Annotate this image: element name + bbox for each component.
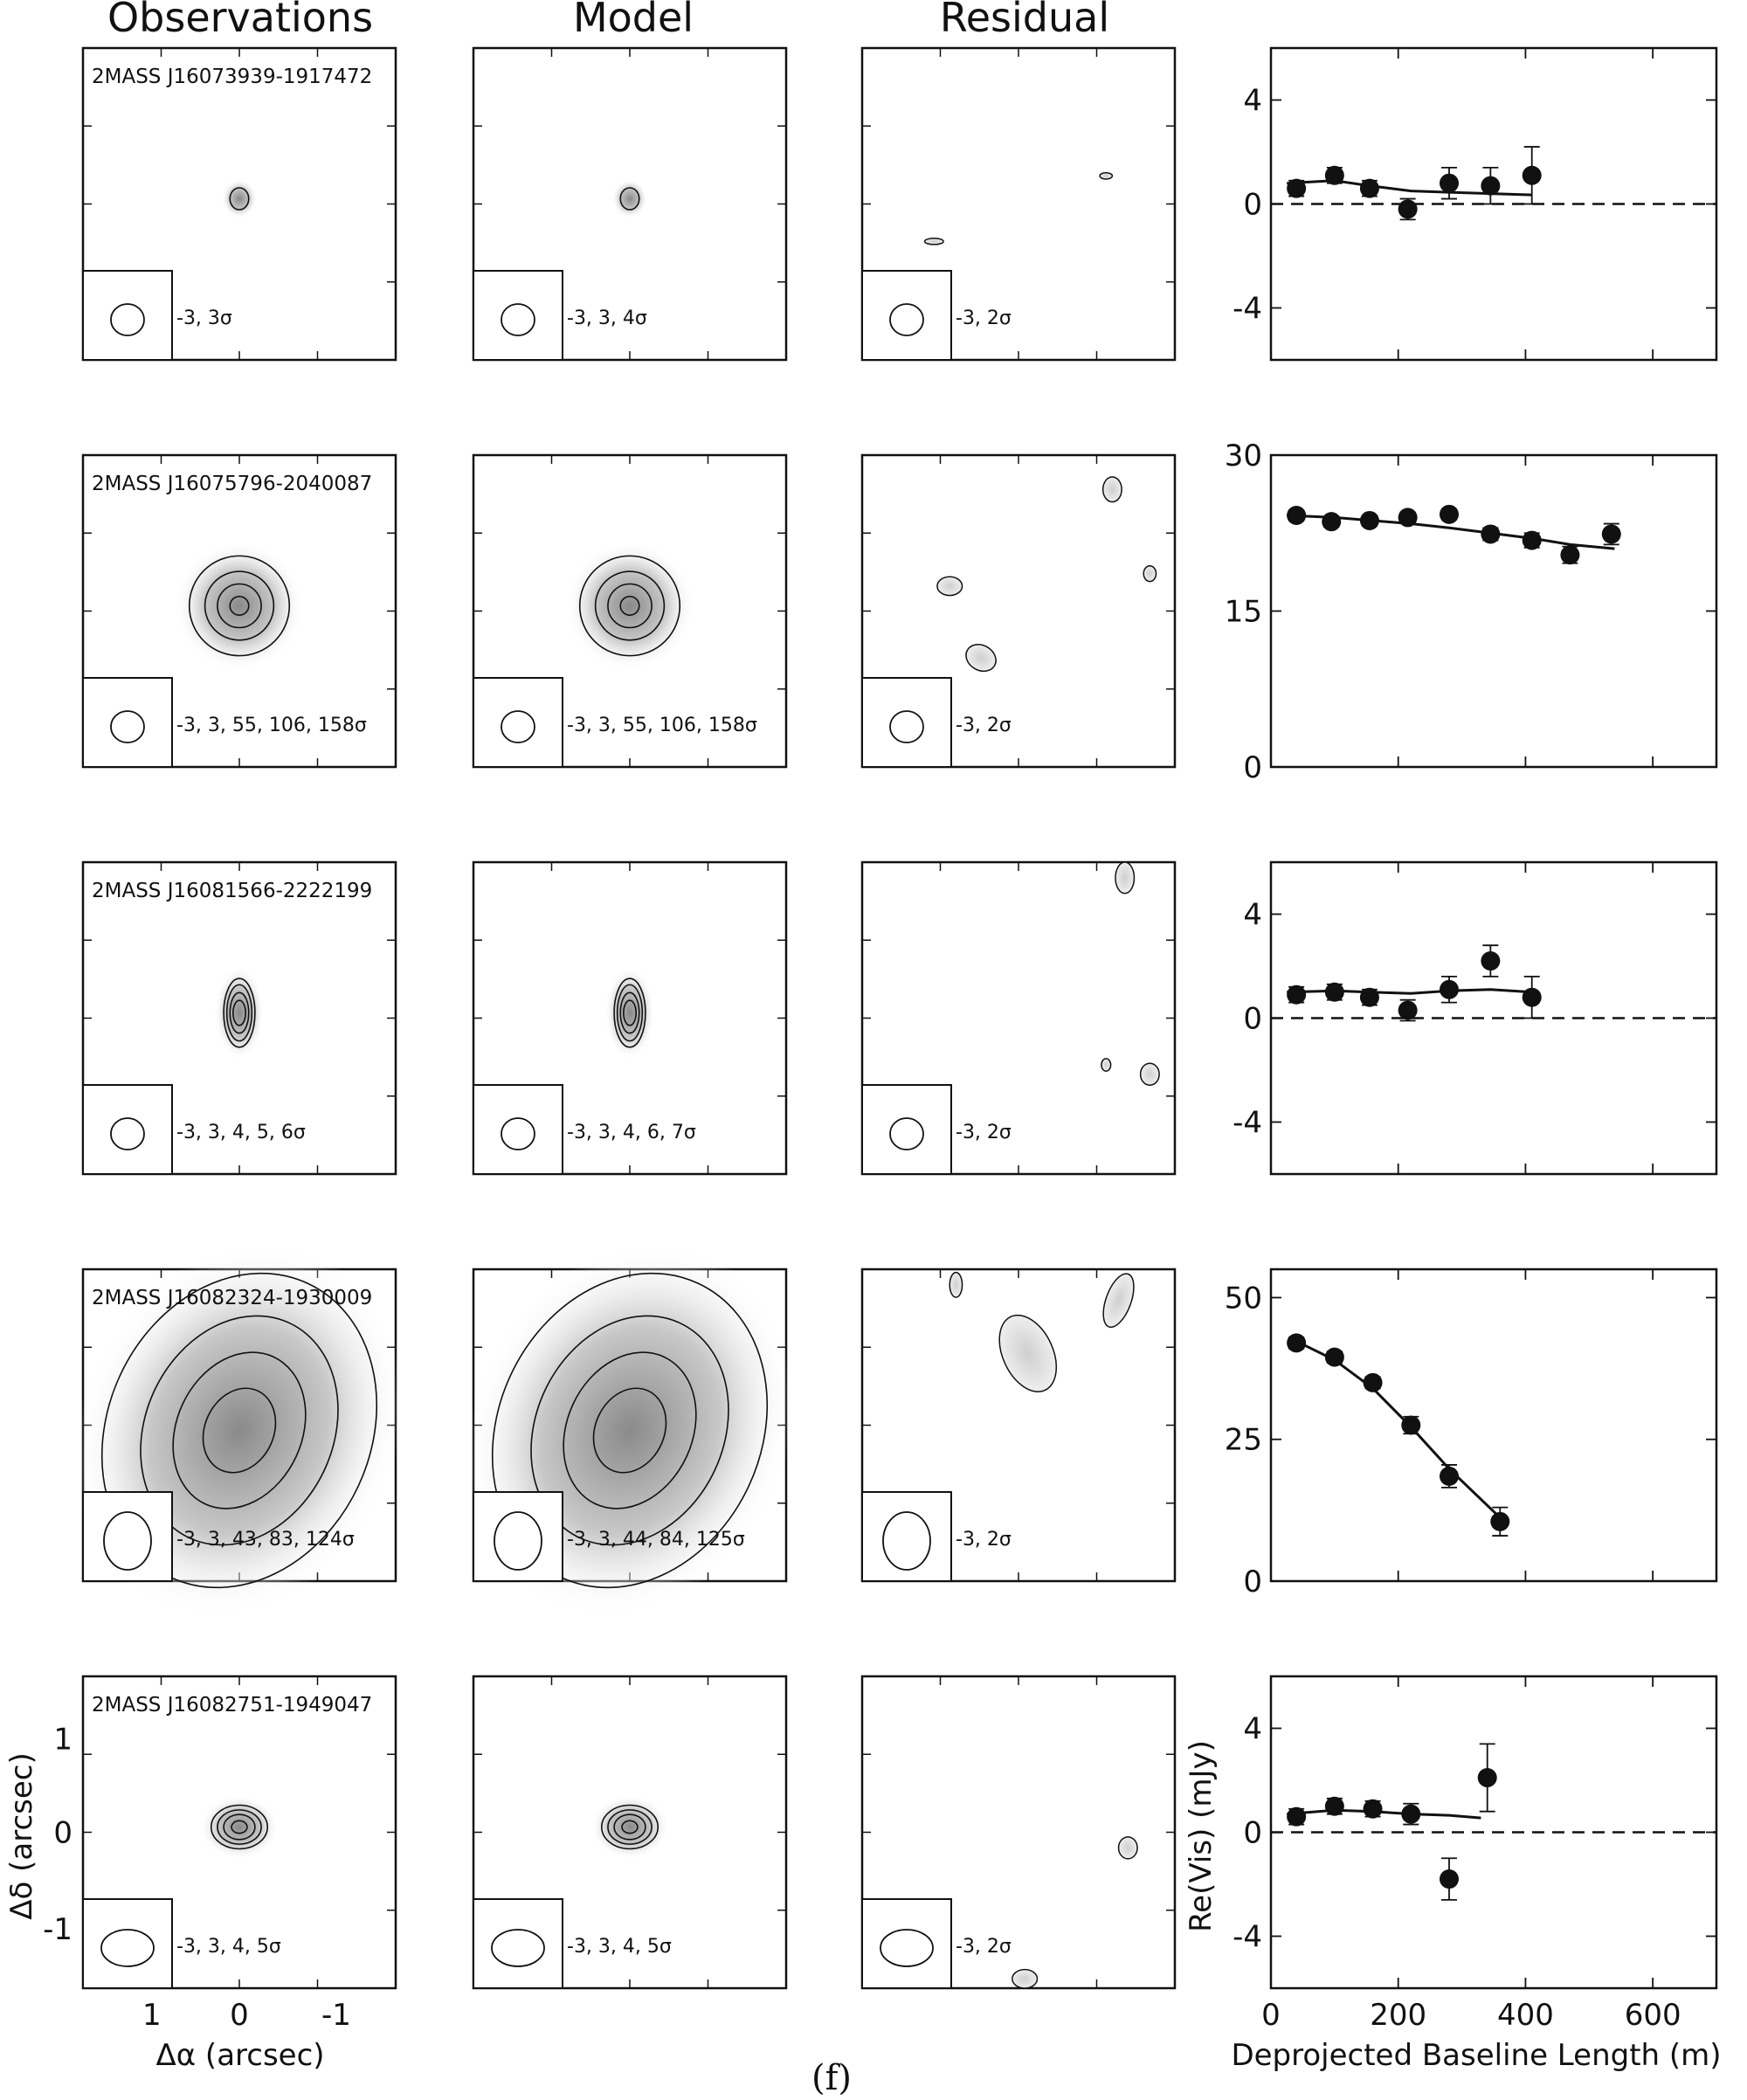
data-point [1325, 1797, 1344, 1816]
y-tick-label: 4 [1243, 1711, 1262, 1747]
column-title-residual: Residual [939, 0, 1110, 41]
data-point [1360, 511, 1379, 530]
data-point [1287, 985, 1306, 1005]
source-emission [612, 179, 648, 218]
source-name: 2MASS J16082324-1930009 [92, 1287, 373, 1309]
baseline-axis-label: Deprojected Baseline Length (m) [1231, 2038, 1722, 2073]
figure-rows [14, 48, 1716, 2033]
visibility-frame [1271, 1269, 1716, 1581]
row-3 [83, 862, 1716, 1174]
resid-panel [862, 862, 1175, 1174]
residual-contour [1143, 566, 1156, 582]
source-emission [222, 179, 258, 218]
obs-panel [83, 455, 396, 767]
data-point [1490, 1512, 1509, 1531]
column-title-model: Model [572, 0, 694, 41]
source-name: 2MASS J16082751-1949047 [92, 1694, 373, 1717]
obs-panel [83, 862, 396, 1174]
source-emission [565, 542, 694, 670]
x-tick-label: 600 [1624, 1998, 1681, 2033]
source-name: 2MASS J16075796-2040087 [92, 473, 373, 495]
y-tick-label: 0 [1243, 750, 1262, 785]
residual-contour [925, 238, 943, 245]
residual-contour [1100, 173, 1112, 179]
data-point [1325, 166, 1344, 185]
panel-label: (f) [811, 2058, 853, 2098]
residual-contour [1141, 1063, 1159, 1085]
data-point [1360, 988, 1379, 1007]
data-point [1325, 983, 1344, 1002]
contour-levels-label: -3, 2σ [956, 1529, 1012, 1551]
contour-levels-label: -3, 3, 55, 106, 158σ [567, 715, 757, 736]
data-point [1398, 508, 1418, 527]
data-point [1523, 988, 1542, 1007]
y-tick-label: 15 [1224, 594, 1262, 630]
y-tick-label: 4 [1243, 897, 1262, 933]
beam-inset [473, 678, 563, 767]
obs-panel [14, 1188, 464, 1672]
y-tick-label: -4 [1233, 1105, 1262, 1141]
residual-contour [1103, 477, 1122, 502]
residual-contour [949, 1273, 962, 1298]
dec-axis-label: Δδ (arcsec) [4, 1752, 39, 1920]
source-emission [214, 966, 264, 1059]
beam-inset [83, 271, 172, 360]
residual-contour [937, 577, 963, 595]
y-tick-label: 25 [1224, 1422, 1262, 1458]
beam-inset [473, 271, 563, 360]
source-name: 2MASS J16073939-1917472 [92, 66, 373, 88]
x-tick-label: 400 [1496, 1998, 1554, 2033]
data-point [1398, 1001, 1418, 1020]
dec-tick-label: 0 [53, 1815, 73, 1851]
row-1 [83, 48, 1716, 360]
revis-axis-label: Re(Vis) (mJy) [1184, 1740, 1219, 1932]
beam-inset [83, 1899, 172, 1988]
resid-panel [862, 1269, 1175, 1581]
model-panel [473, 48, 786, 360]
data-point [1440, 1869, 1459, 1889]
beam-inset [862, 1085, 951, 1174]
y-tick-label: 0 [1243, 1565, 1262, 1599]
ra-tick-label: 0 [230, 1998, 249, 2033]
row-4 [14, 1188, 1716, 1672]
data-point [1401, 1805, 1420, 1824]
model-panel [473, 455, 786, 767]
data-point [1481, 524, 1500, 543]
contour-levels-label: -3, 2σ [956, 1936, 1012, 1958]
dec-tick-label: -1 [43, 1912, 73, 1948]
beam-inset [473, 1899, 563, 1988]
contour-levels-label: -3, 2σ [956, 715, 1012, 736]
ra-tick-label: 1 [142, 1998, 162, 2033]
residual-contour [1115, 862, 1134, 894]
data-point [1440, 1467, 1459, 1486]
resid-panel [862, 48, 1175, 360]
contour-levels-label: -3, 3, 44, 84, 125σ [567, 1529, 745, 1551]
x-tick-label: 0 [1261, 1998, 1281, 2033]
y-tick-label: 0 [1243, 1001, 1262, 1037]
resid-panel [862, 455, 1175, 767]
visibility-frame [1271, 455, 1716, 767]
obs-panel [83, 48, 396, 360]
data-point [1322, 512, 1341, 531]
ra-tick-label: -1 [321, 1998, 351, 2033]
data-point [1398, 199, 1418, 218]
source-emission [404, 1188, 854, 1672]
data-point [1481, 951, 1500, 971]
contour-levels-label: -3, 3, 4, 5σ [567, 1936, 672, 1958]
beam-inset [83, 678, 172, 767]
obs-panel [83, 1676, 396, 1988]
model-panel [473, 1676, 786, 1988]
dec-tick-label: 1 [53, 1722, 73, 1758]
row-5 [43, 1676, 1716, 2033]
data-point [1440, 980, 1459, 999]
source-emission [14, 1188, 464, 1672]
y-tick-label: 50 [1224, 1281, 1262, 1316]
beam-inset [473, 1085, 563, 1174]
data-point [1440, 505, 1459, 524]
visibility-panel [1233, 1676, 1716, 2033]
data-point [1401, 1416, 1420, 1435]
source-emission [175, 542, 304, 670]
contour-levels-label: -3, 3, 43, 83, 124σ [176, 1529, 355, 1551]
beam-inset [83, 1492, 172, 1581]
model-panel [473, 862, 786, 1174]
y-tick-label: 0 [1243, 1815, 1262, 1851]
visibility-panel [1233, 48, 1716, 360]
contour-levels-label: -3, 3, 55, 106, 158σ [176, 715, 367, 736]
residual-contour [1119, 1837, 1137, 1859]
column-title-observations: Observations [107, 0, 374, 41]
data-point [1602, 524, 1621, 543]
contour-levels-label: -3, 3σ [176, 307, 232, 329]
contour-levels-label: -3, 2σ [956, 1122, 1012, 1143]
ra-axis-label: Δα (arcsec) [155, 2038, 325, 2073]
contour-levels-label: -3, 3, 4, 5σ [176, 1936, 281, 1958]
data-point [1287, 506, 1306, 525]
contour-levels-label: -3, 3, 4, 5, 6σ [176, 1122, 306, 1143]
residual-contour [1012, 1970, 1038, 1988]
contour-levels-label: -3, 2σ [956, 307, 1012, 329]
contour-levels-label: -3, 3, 4, 6, 7σ [567, 1122, 696, 1143]
y-tick-label: 0 [1243, 187, 1262, 223]
data-point [1560, 545, 1579, 564]
source-name: 2MASS J16081566-2222199 [92, 880, 373, 902]
data-point [1364, 1373, 1383, 1392]
row-2 [83, 439, 1716, 785]
data-point [1478, 1768, 1497, 1787]
data-point [1481, 176, 1500, 196]
beam-inset [83, 1085, 172, 1174]
x-tick-label: 200 [1370, 1998, 1427, 2033]
y-tick-label: 30 [1224, 439, 1262, 473]
contour-levels-label: -3, 3, 4σ [567, 307, 647, 329]
y-tick-label: -4 [1233, 1919, 1262, 1955]
y-tick-label: 4 [1243, 83, 1262, 119]
y-tick-label: -4 [1233, 291, 1262, 327]
data-point [1523, 531, 1542, 550]
resid-panel [862, 1676, 1175, 1988]
data-point [1364, 1800, 1383, 1819]
data-point [1440, 174, 1459, 193]
beam-inset [473, 1492, 563, 1581]
data-point [1287, 1333, 1306, 1352]
data-point [1360, 179, 1379, 198]
residual-contour [1101, 1059, 1111, 1071]
model-panel [404, 1188, 854, 1672]
data-point [1287, 179, 1306, 198]
beam-inset [862, 1899, 951, 1988]
visibility-panel [1233, 862, 1716, 1174]
beam-inset [862, 271, 951, 360]
data-point [1523, 166, 1542, 185]
beam-inset [862, 1492, 951, 1581]
source-emission [604, 966, 654, 1059]
visibility-panel [1225, 439, 1716, 785]
data-point [1325, 1348, 1344, 1367]
beam-inset [862, 678, 951, 767]
data-point [1287, 1807, 1306, 1827]
visibility-panel [1225, 1269, 1716, 1599]
